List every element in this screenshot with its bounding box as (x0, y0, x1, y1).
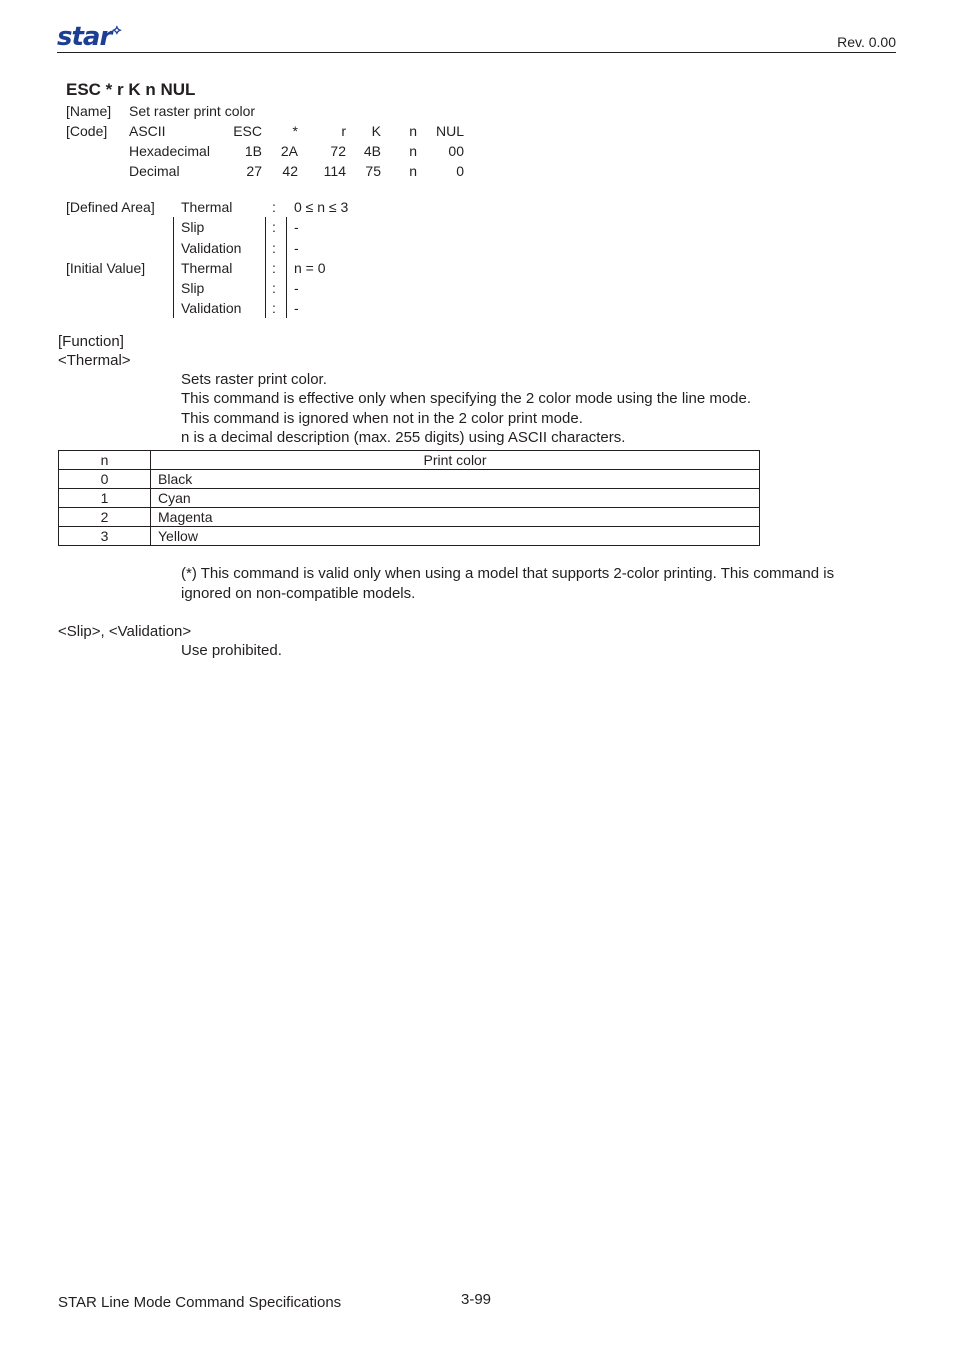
code-row-label: ASCII (129, 123, 166, 139)
slip-validation-text: Use prohibited. (181, 642, 282, 659)
table-row (59, 508, 760, 527)
table-cell-color: Cyan (151, 489, 760, 508)
initial-value-label: [Initial Value] (66, 260, 146, 276)
code-cell: 75 (365, 163, 381, 179)
defined-area-mode: Validation (181, 240, 242, 256)
table-cell-n: 0 (59, 470, 151, 489)
initial-value-value: - (294, 280, 299, 296)
code-cell: 27 (246, 163, 262, 179)
function-text-line: This command is ignored when not in the 2 color print mode. (181, 410, 583, 427)
area-divider-line (173, 217, 174, 318)
note-text-line: (*) This command is valid only when using a model that supports 2-color printing. This command is (181, 565, 835, 582)
code-cell: 4B (363, 143, 381, 159)
table-header-n: n (59, 451, 151, 470)
initial-value-sep: : (272, 260, 276, 276)
defined-area-value: 0 ≤ n ≤ 3 (294, 199, 349, 215)
footer-doc-title: STAR Line Mode Command Specifications (58, 1294, 342, 1311)
header-rule (57, 52, 896, 53)
function-text-line: n is a decimal description (max. 255 digits) using ASCII characters. (181, 429, 626, 446)
print-color-table (58, 450, 760, 546)
command-title: ESC * r K n NUL (66, 80, 196, 99)
code-cell: 42 (282, 163, 298, 179)
initial-value-value: n = 0 (294, 260, 326, 276)
table-cell-n: 3 (59, 527, 151, 546)
table-cell-color: Black (151, 470, 760, 489)
footer-page-number: 3-99 (461, 1291, 492, 1308)
name-label: [Name] (66, 103, 112, 119)
code-cell: n (409, 123, 417, 139)
name-value: Set raster print color (129, 103, 256, 119)
code-cell: NUL (435, 123, 464, 139)
defined-area-sep: : (272, 219, 276, 235)
code-cell: 1B (244, 143, 262, 159)
initial-value-value: - (294, 300, 299, 316)
defined-area-mode: Thermal (181, 199, 233, 215)
code-cell: 00 (448, 143, 464, 159)
code-cell: 114 (323, 163, 346, 179)
function-text-line: This command is effective only when specifying the 2 color mode using the line mode. (181, 390, 752, 407)
table-row (59, 527, 760, 546)
note-text-line: ignored on non-compatible models. (181, 585, 416, 602)
star-logo: star⟡ (57, 22, 121, 52)
defined-area-sep: : (272, 199, 276, 215)
table-row (59, 489, 760, 508)
defined-area-mode: Slip (181, 219, 205, 235)
revision-label: Rev. 0.00 (837, 34, 896, 50)
code-cell: 72 (330, 143, 346, 159)
code-cell: ESC (233, 123, 262, 139)
initial-value-sep: : (272, 280, 276, 296)
function-label: [Function] (58, 333, 124, 350)
slip-validation-heading: <Slip>, <Validation> (58, 623, 192, 640)
star-logo-mark-icon: ⟡ (112, 22, 121, 38)
thermal-heading: <Thermal> (58, 352, 131, 369)
area-divider-line (265, 217, 266, 318)
function-text-line: Sets raster print color. (181, 371, 327, 388)
initial-value-mode: Slip (181, 280, 205, 296)
code-label: [Code] (66, 123, 108, 139)
code-row-label: Decimal (129, 163, 180, 179)
defined-area-sep: : (272, 240, 276, 256)
table-cell-n: 2 (59, 508, 151, 527)
code-cell: * (292, 123, 298, 139)
table-cell-color: Yellow (151, 527, 760, 546)
code-cell: n (409, 143, 417, 159)
table-header-row (59, 451, 760, 470)
defined-area-value: - (294, 240, 299, 256)
defined-area-value: - (294, 219, 299, 235)
table-cell-color: Magenta (151, 508, 760, 527)
code-cell: r (341, 123, 346, 139)
initial-value-mode: Thermal (181, 260, 233, 276)
area-divider-line (286, 217, 287, 318)
table-cell-n: 1 (59, 489, 151, 508)
code-cell: n (409, 163, 417, 179)
code-cell: 2A (280, 143, 298, 159)
table-header-print-color: Print color (151, 451, 760, 470)
table-row (59, 470, 760, 489)
initial-value-mode: Validation (181, 300, 242, 316)
code-cell: K (371, 123, 381, 139)
defined-area-label: [Defined Area] (66, 199, 155, 215)
initial-value-sep: : (272, 300, 276, 316)
code-row-label: Hexadecimal (129, 143, 210, 159)
code-cell: 0 (456, 163, 464, 179)
